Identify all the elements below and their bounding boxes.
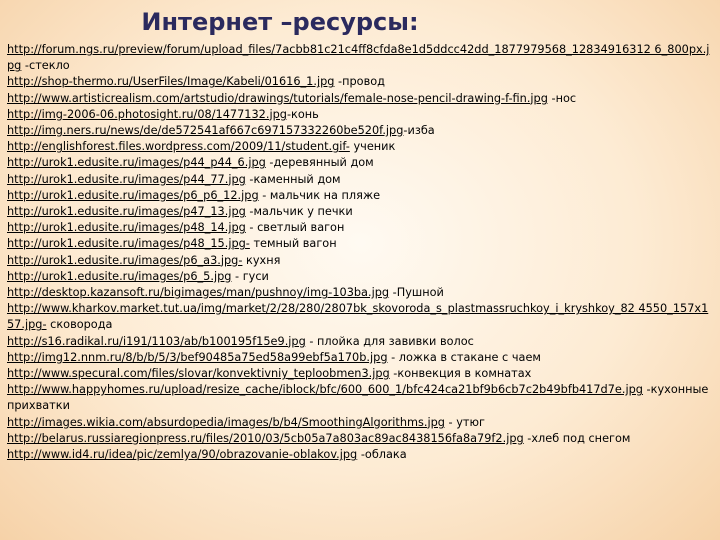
resource-link[interactable]: http://urok1.edusite.ru/images/p6_5.jpg [7,269,232,283]
resource-description: -стекло [21,59,70,73]
page-title: Интернет –ресурсы: [141,8,419,36]
resource-link[interactable]: http://img12.nnm.ru/8/b/b/5/3/bef90485a75ed58a99ebf5a170b.jpg [7,350,388,364]
list-item [7,285,715,301]
list-item [7,301,715,333]
list-item [7,253,715,269]
resource-link[interactable]: http://urok1.edusite.ru/images/p44_p44_6.jpg [7,156,266,170]
resource-description: - ложка в стакане с чаем [387,350,541,364]
resource-description: -провод [334,75,385,89]
resource-link[interactable]: http://urok1.edusite.ru/images/p47_13.jpg [7,205,246,219]
resource-link[interactable]: http://urok1.edusite.ru/images/p48_15.jpg- [7,237,250,251]
resource-link[interactable]: http://www.kharkov.market.tut.ua/img/market/2/28/280/2807bk_skovoroda_s_plastmassruchkoy_i_kryshkoy_82 4550_157x157.jpg- [7,302,709,332]
list-item [7,220,715,236]
resource-link[interactable]: http://www.artisticrealism.com/artstudio/drawings/tutorials/female-nose-pencil-drawing-f-fin.jpg [7,91,548,105]
resource-description: -нос [547,91,577,105]
resource-description: -хлеб под снегом [523,431,631,445]
resource-description: -изба [403,124,435,138]
list-item [7,447,715,463]
resource-link[interactable]: http://images.wikia.com/absurdopedia/images/b/b4/SmoothingAlgorithms.jpg [7,415,445,429]
list-item [7,188,715,204]
resource-description: сковорода [46,318,113,332]
resource-description: -облака [357,448,407,462]
resource-link[interactable]: http://www.specural.com/files/slovar/konvektivniy_teploobmen3.jpg [7,367,390,381]
resource-link[interactable]: http://urok1.edusite.ru/images/p6_p6_12.jpg [7,188,259,202]
resource-description: -Пушной [389,286,444,300]
list-item [7,350,715,366]
list-item [7,155,715,171]
resource-link[interactable]: http://belarus.russiaregionpress.ru/files/2010/03/5cb05a7a803ac89ac8438156fa8a79f2.jpg [7,431,524,445]
resource-description: - гуси [231,269,269,283]
list-item [7,123,715,139]
resource-description: -кухонные прихватки [7,383,709,413]
resource-link[interactable]: http://englishforest.files.wordpress.com/2009/11/student.gif- [7,140,350,154]
resource-link[interactable]: http://urok1.edusite.ru/images/p48_14.jpg [7,221,246,235]
resource-description: - светлый вагон [245,221,345,235]
resource-link[interactable]: http://forum.ngs.ru/preview/forum/upload_files/7acbb81c21c4ff8cfda8e1d5ddcc42dd_1877979568_12834916312 6_800px.jpg [7,43,710,73]
resource-link[interactable]: http://www.happyhomes.ru/upload/resize_cache/iblock/bfc/600_600_1/bfc424ca21bf9b6cb7c2b49bfb417d7e.jpg [7,383,643,397]
resource-link[interactable]: http://img-2006-06.photosight.ru/08/1477132.jpg [7,107,287,121]
resource-link[interactable]: http://s16.radikal.ru/i191/1103/ab/b100195f15e9.jpg [7,334,306,348]
resource-description: -каменный дом [245,172,341,186]
list-item [7,269,715,285]
resource-list [7,42,715,463]
list-item [7,236,715,252]
resource-description: -деревянный дом [265,156,374,170]
resource-description: темный вагон [249,237,337,251]
list-item [7,204,715,220]
list-item [7,382,715,414]
resource-description: -конь [286,107,319,121]
resource-description: - мальчик на пляже [258,188,381,202]
resource-description: - утюг [444,415,485,429]
resource-link[interactable]: http://urok1.edusite.ru/images/p6_a3.jpg- [7,253,243,267]
list-item [7,91,715,107]
resource-link[interactable]: http://img.ners.ru/news/de/de572541af667c697157332260be520f.jpg [7,124,404,138]
list-item [7,431,715,447]
resource-description: кухня [242,253,281,267]
list-item [7,74,715,90]
list-item [7,107,715,123]
resource-description: - плойка для завивки волос [305,334,474,348]
resource-link[interactable]: http://desktop.kazansoft.ru/bigimages/man/pushnoy/img-103ba.jpg [7,286,390,300]
list-item [7,42,715,74]
list-item [7,139,715,155]
resource-description: ученик [349,140,396,154]
list-item [7,334,715,350]
resource-link[interactable]: http://shop-thermo.ru/UserFiles/Image/Kabeli/01616_1.jpg [7,75,335,89]
resource-link[interactable]: http://urok1.edusite.ru/images/p44_77.jpg [7,172,246,186]
resource-link[interactable]: http://www.id4.ru/idea/pic/zemlya/90/obrazovanie-oblakov.jpg [7,448,358,462]
list-item [7,172,715,188]
list-item [7,415,715,431]
resource-description: -конвекция в комнатах [389,367,532,381]
resource-description: -мальчик у печки [245,205,353,219]
list-item [7,366,715,382]
